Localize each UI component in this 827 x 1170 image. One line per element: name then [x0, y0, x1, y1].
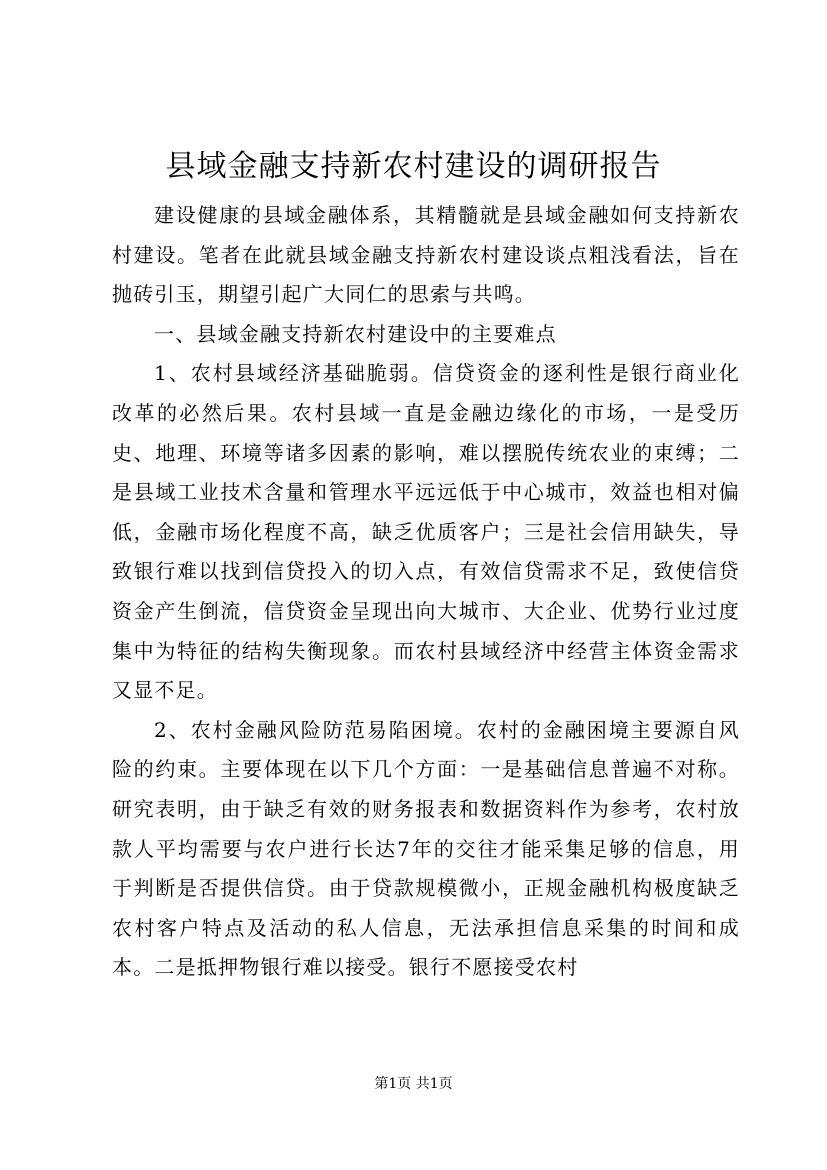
page-footer: 第1页 共1页: [374, 1076, 453, 1092]
paragraph-intro: 建设健康的县域金融体系，其精髓就是县域金融如何支持新农村建设。笔者在此就县域金融支持新农村建设谈点粗浅看法，旨在抛砖引玉，期望引起广大同仁的思索与共鸣。: [112, 203, 740, 307]
paragraph-point-1: 1、农村县域经济基础脆弱。信贷资金的逐利性是银行商业化改革的必然后果。农村县域一直是金融边缘化的市场，一是受历史、地理、环境等诸多因素的影响，难以摆脱传统农业的束缚；二是县域工业技术含量和管理水平远远低于中心城市，效益也相对偏低，金融市场化程度不高，缺乏优质客户；三是社会信用缺失，导致银行难以找到信贷投入的切入点，有效信贷需求不足，致使信贷资金产生倒流，信贷资金呈现出向大城市、大企业、优势行业过度集中为特征的结构失衡现象。而农村县域经济中经营主体资金需求又显不足。: [112, 361, 740, 703]
document-body: [112, 196, 740, 988]
paragraph-point-2: 2、农村金融风险防范易陷困境。农村的金融困境主要源自风险的约束。主要体现在以下几个方面：一是基础信息普遍不对称。研究表明，由于缺乏有效的财务报表和数据资料作为参考，农村放款人平均需要与农户进行长达7年的交往才能采集足够的信息，用于判断是否提供信贷。由于贷款规模微小，正规金融机构极度缺乏农村客户特点及活动的私人信息，无法承担信息采集的时间和成本。二是抵押物银行难以接受。银行不愿接受农村: [112, 717, 740, 980]
document-title: 县域金融支持新农村建设的调研报告: [165, 149, 662, 184]
section-heading-difficulties: 一、县域金融支持新农村建设中的主要难点: [154, 321, 557, 346]
